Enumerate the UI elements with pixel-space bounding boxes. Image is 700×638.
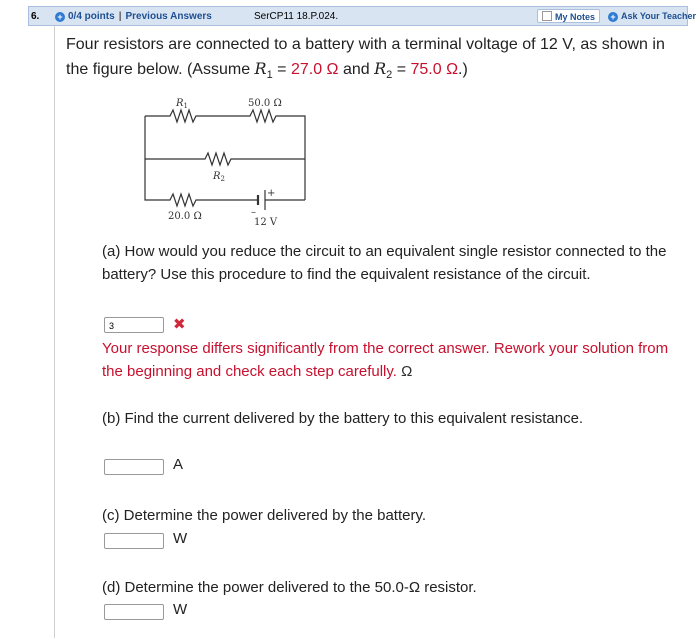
r1-symbol: R bbox=[254, 59, 267, 78]
part-a-unit: Ω bbox=[401, 363, 413, 380]
my-notes-label: My Notes bbox=[555, 12, 596, 22]
part-b-answer-input[interactable] bbox=[104, 459, 164, 475]
part-a-text: (a) How would you reduce the circuit to an equivalent single resistor connected to the battery? Use this procedure to find the equivalent resistance of the circuit. bbox=[102, 243, 667, 283]
battery-minus: – bbox=[251, 207, 256, 218]
part-a-answer-input[interactable]: 3 bbox=[104, 317, 164, 333]
x-icon: ✖ bbox=[173, 316, 186, 333]
bottom-wire-left bbox=[145, 116, 258, 206]
circuit-figure bbox=[140, 94, 330, 234]
middle-wire bbox=[145, 153, 305, 165]
battery-label: 12 V bbox=[254, 217, 278, 228]
points-indicator bbox=[55, 11, 212, 22]
r2-symbol: R bbox=[374, 59, 387, 78]
r2-label: $R_2$ bbox=[213, 171, 225, 183]
points-label: 0/4 points bbox=[68, 11, 115, 22]
r1-label: $R_1$ bbox=[176, 98, 188, 110]
ask-teacher-button[interactable] bbox=[604, 9, 700, 23]
r50-label: 50.0 Ω bbox=[248, 98, 282, 109]
question-header bbox=[28, 6, 697, 26]
part-a-feedback: Your response differs significantly from the correct answer. Rework your solution from the beginning and check each step carefully. Ω bbox=[102, 340, 669, 380]
plus-icon: + bbox=[55, 12, 65, 22]
part-c-text: (c) Determine the power delivered by the battery. bbox=[102, 507, 427, 524]
plus-icon: + bbox=[608, 12, 618, 22]
header-separator: | bbox=[118, 11, 122, 22]
ask-teacher-label: Ask Your Teacher bbox=[621, 11, 697, 21]
checkbox-icon bbox=[542, 11, 552, 21]
part-c-answer-input[interactable] bbox=[104, 533, 164, 549]
part-c-unit: W bbox=[173, 530, 188, 547]
part-b-unit: A bbox=[173, 456, 184, 473]
part-d-text: (d) Determine the power delivered to the 50.0-Ω resistor. bbox=[102, 579, 477, 596]
r2-value: 75.0 Ω bbox=[410, 61, 459, 78]
battery-plus: + bbox=[267, 188, 276, 199]
question-number: 6. bbox=[31, 11, 40, 22]
part-d-unit: W bbox=[173, 601, 188, 618]
question-content bbox=[54, 26, 689, 638]
part-d-answer-input[interactable] bbox=[104, 604, 164, 620]
my-notes-button[interactable] bbox=[537, 9, 600, 23]
previous-answers-link[interactable]: Previous Answers bbox=[125, 11, 212, 22]
r1-value: 27.0 Ω bbox=[290, 61, 339, 78]
question-text: Four resistors are connected to a battery with a terminal voltage of 12 V, as shown in the figure below. (Assume $R_1 = 27.0$ Ω and $R_2 = 75.0$ Ω.) bbox=[66, 36, 665, 82]
source-id: SerCP11 18.P.024. bbox=[254, 11, 339, 22]
part-b-text: (b) Find the current delivered by the battery to this equivalent resistance. bbox=[102, 410, 584, 427]
r20-label: 20.0 Ω bbox=[168, 211, 202, 222]
